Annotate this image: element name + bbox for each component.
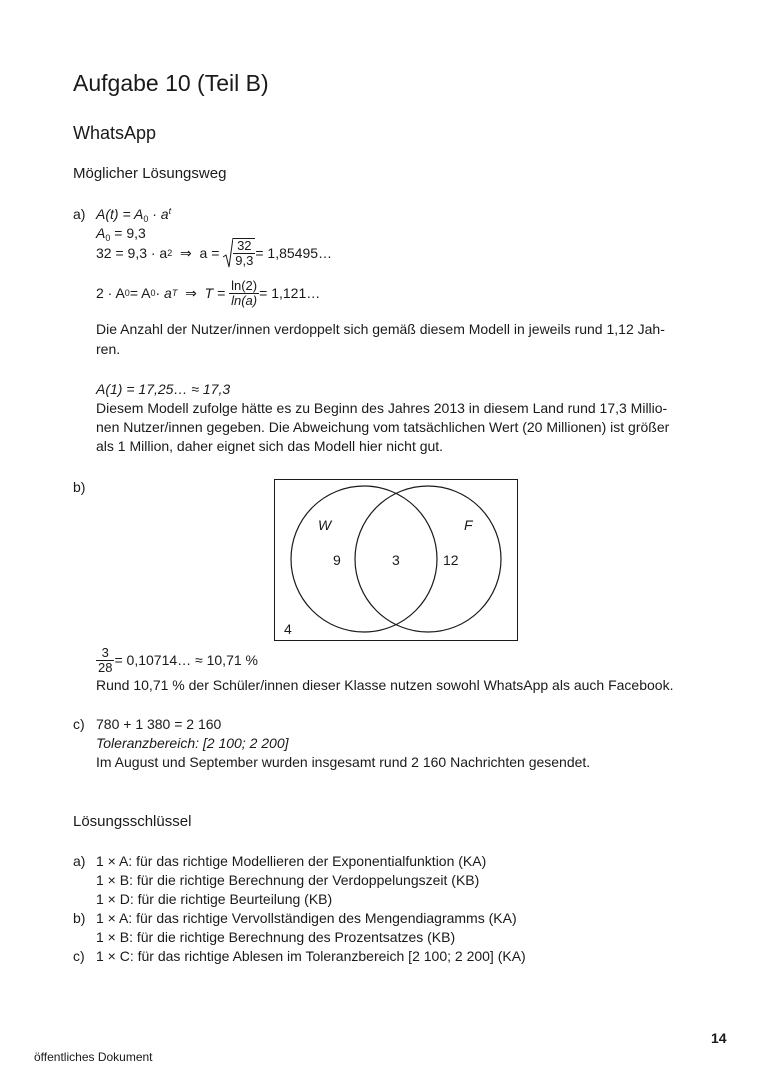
section-subtitle: WhatsApp bbox=[73, 123, 157, 143]
key-b-item-1: 1 × A: für das richtige Vervollständigen des Mengendiagramms (KA) bbox=[96, 910, 517, 926]
venn-label-f: F bbox=[464, 517, 473, 533]
venn-label-w: W bbox=[318, 517, 332, 533]
solution-heading: Möglicher Lösungsweg bbox=[73, 165, 227, 182]
fraction-3-over-28: $\frac{3}{28}$ bbox=[98, 644, 113, 675]
paragraph-evaluation-2: nen Nutzer/innen gegeben. Die Abweichung vom tatsächlichen Wert (20 Millionen) ist größer bbox=[96, 419, 670, 435]
venn-value-only-f: 12 bbox=[443, 552, 459, 568]
formula-sum: 780 + 1 380 = 2 160 bbox=[96, 716, 222, 732]
formula-a-solve: 32 = 9,3 · a 2 ⇒ a = $\frac{32}{9,3}$ = 1,85495… bbox=[96, 237, 333, 268]
key-a-item-1: 1 × A: für das richtige Modellieren der Exponentialfunktion (KA) bbox=[96, 853, 487, 869]
key-a-item-2: 1 × B: für die richtige Berechnung der Verdoppelungszeit (KB) bbox=[96, 872, 480, 888]
paragraph-evaluation-3: als 1 Million, daher eignet sich das Modell hier nicht gut. bbox=[96, 438, 444, 454]
key-heading: Lösungsschlüssel bbox=[73, 813, 192, 830]
page-title: Aufgabe 10 (Teil B) bbox=[73, 70, 269, 96]
paragraph-evaluation-1: Diesem Modell zufolge hätte es zu Beginn des Jahres 2013 in diesem Land rund 17,3 Millio- bbox=[96, 400, 668, 416]
venn-value-only-w: 9 bbox=[333, 552, 341, 568]
key-a-item-3: 1 × D: für die richtige Beurteilung (KB) bbox=[96, 891, 333, 907]
footer-label: öffentliches Dokument bbox=[34, 1050, 153, 1064]
key-c-item-1: 1 × C: für das richtige Ablesen im Toleranzbereich [2 100; 2 200] (KA) bbox=[96, 948, 526, 964]
key-b-item-2: 1 × B: für die richtige Berechnung des Prozentsatzes (KB) bbox=[96, 929, 456, 945]
paragraph-messages: Im August und September wurden insgesamt rund 2 160 Nachrichten gesendet. bbox=[96, 754, 591, 770]
square-root-icon bbox=[223, 237, 233, 269]
paragraph-doubling-cont: ren. bbox=[96, 341, 121, 357]
key-c-label: c) bbox=[73, 948, 85, 964]
venn-circle-w bbox=[291, 486, 437, 632]
venn-value-both: 3 bbox=[392, 552, 400, 568]
fraction-ln2-over-lna: $\frac{\ln(2)}{\ln(a)}$ bbox=[231, 277, 258, 308]
formula-doubling: 2 · A 0 = A 0 · a T ⇒ T = $\frac{\ln(2)}{\ln(a)}$ = 1,121… bbox=[96, 277, 321, 308]
formula-percentage: $\frac{3}{28}$ = 0,10714… ≈ 10,71 % bbox=[98, 644, 258, 675]
formula-a0: $A_0 = 9,3$ bbox=[96, 225, 146, 243]
formula-a1: A(1) = 17,25… ≈ 17,3 bbox=[96, 381, 231, 397]
page-number: 14 bbox=[711, 1030, 727, 1046]
paragraph-percentage: Rund 10,71 % der Schüler/innen dieser Klasse nutzen sowohl WhatsApp als auch Facebook. bbox=[96, 677, 674, 693]
key-a-label: a) bbox=[73, 853, 86, 869]
formula-model: $A(t) = A_0 \cdot a^t$ bbox=[96, 206, 172, 224]
part-b-label: b) bbox=[73, 479, 86, 495]
tolerance-range: Toleranzbereich: [2 100; 2 200] bbox=[96, 735, 289, 751]
part-a-label: a) bbox=[73, 206, 86, 222]
part-c-label: c) bbox=[73, 716, 85, 732]
key-b-label: b) bbox=[73, 910, 86, 926]
paragraph-doubling: Die Anzahl der Nutzer/innen verdoppelt sich gemäß diesem Modell in jeweils rund 1,12 Jah- bbox=[96, 321, 665, 337]
venn-diagram bbox=[274, 479, 518, 642]
venn-value-outside: 4 bbox=[284, 621, 292, 637]
fraction-32-over-9-3: $\frac{32}{9,3}$ bbox=[235, 237, 254, 268]
venn-circle-f bbox=[355, 486, 501, 632]
